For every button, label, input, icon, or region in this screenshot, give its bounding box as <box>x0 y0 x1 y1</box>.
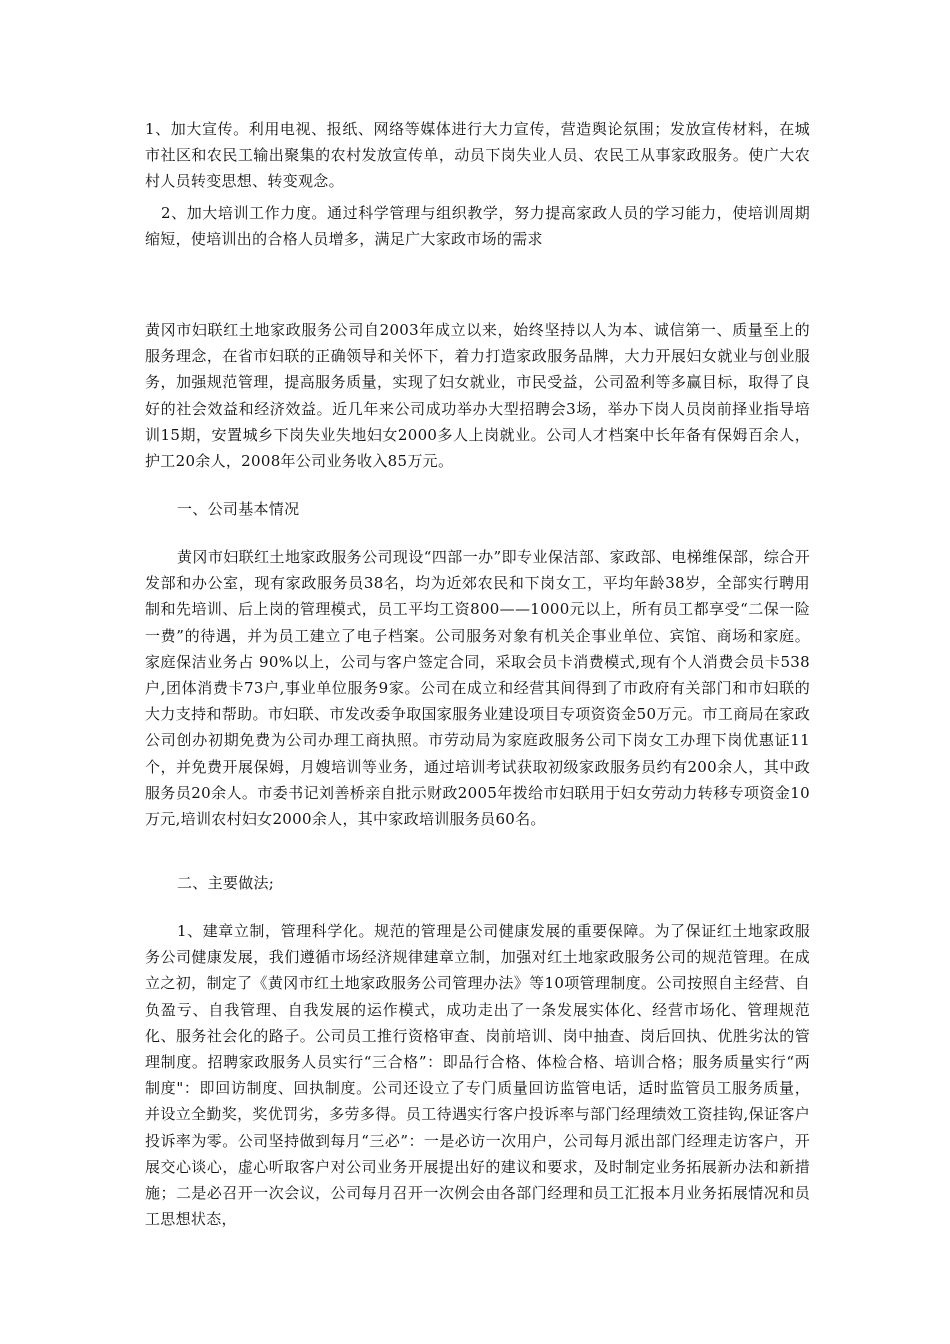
paragraph-text: 1、建章立制，管理科学化。规范的管理是公司健康发展的重要保障。为了保证红土地家政服务公司健康发展，我们遵循市场经济规律建章立制，加强对红土地家政服务公司的规范管理。在成立之初，制定了《黄冈市红土地家政服务公司管理办法》等10项管理制度。公司按照自主经营、自负盈亏、自我管理、自我发展的运作模式，成功走出了一条发展实体化、经营市场化、管理规范化、服务社会化的路子。公司员工推行资格审查、岗前培训、岗中抽查、岗后回执、优胜劣汰的管理制度。招聘家政服务人员实行“三合格”：即品行合格、体检合格、培训合格；服务质量实行“两制度"：即回访制度、回执制度。公司还设立了专门质量回访监管电话，适时监管员工服务质量，并设立全勤奖，奖优罚劣，多劳多得。员工待遇实行客户投诉率与部门经理绩效工资挂钩,保证客户投诉率为零。公司坚持做到每月“三必”：一是必访一次用户，公司每月派出部门经理走访客户，开展交心谈心，虚心听取客户对公司业务开展提出好的建议和要求，及时制定业务拓展新办法和新措施；二是必召开一次会议，公司每月召开一次例会由各部门经理和员工汇报本月业务拓展情况和员工思想状态， <box>145 922 810 1229</box>
paragraph-main-practices <box>145 918 810 1232</box>
paragraph-text: 1、加大宣传。利用电视、报纸、网络等媒体进行大力宣传，营造舆论氛围；发放宣传材料，在城市社区和农民工输出聚集的农村发放宣传单，动员下岗失业人员、农民工从事家政服务。使广大农村人员转变思想、转变观念。 <box>145 120 810 191</box>
paragraph-company-intro <box>145 317 810 474</box>
paragraph-text: 2、加大培训工作力度。通过科学管理与组织教学，努力提高家政人员的学习能力，使培训周期缩短，使培训出的合格人员增多，满足广大家政市场的需求 <box>145 204 810 249</box>
paragraph-basic-info <box>145 544 810 832</box>
section-heading: 二、主要做法; <box>177 874 275 892</box>
paragraph-publicity <box>145 116 810 195</box>
paragraph-text: 黄冈市妇联红土地家政服务公司自2003年成立以来，始终坚持以人为本、诚信第一、质量至上的服务理念，在省市妇联的正确领导和关怀下，着力打造家政服务品牌，大力开展妇女就业与创业服务，加强规范管理，提高服务质量，实现了妇女就业，市民受益，公司盈利等多赢目标，取得了良好的社会效益和经济效益。近几年来公司成功举办大型招聘会3场，举办下岗人员岗前择业指导培训15期，安置城乡下岗失业失地妇女2000多人上岗就业。公司人才档案中长年备有保姆百余人，护工20余人，2008年公司业务收入85万元。 <box>145 321 810 471</box>
paragraph-training <box>145 200 810 252</box>
section-heading-main-practices <box>145 870 810 896</box>
section-heading: 一、公司基本情况 <box>177 500 300 518</box>
paragraph-text: 黄冈市妇联红土地家政服务公司现设“四部一办”即专业保洁部、家政部、电梯维保部，综合开发部和办公室，现有家政服务员38名，均为近郊农民和下岗女工，平均年龄38岁，全部实行聘用制和先培训、后上岗的管理模式，员工平均工资800——1000元以上，所有员工都享受“二保一险一费”的待遇，并为员工建立了电子档案。公司服务对象有机关企事业单位、宾馆、商场和家庭。家庭保洁业务占 90%以上，公司与客户签定合同，采取会员卡消费模式,现有个人消费会员卡538户,团体消费卡73户,事业单位服务9家。公司在成立和经营其间得到了市政府有关部门和市妇联的大力支持和帮助。市妇联、市发改委争取国家服务业建设项目专项资资金50万元。市工商局在家政公司创办初期免费为公司办理工商执照。市劳动局为家庭政服务公司下岗女工办理下岗优惠证11个，并免费开展保姆，月嫂培训等业务，通过培训考试获取初级家政服务员约有200余人，其中政服务员20余人。市委书记刘善桥亲自批示财政2005年拨给市妇联用于妇女劳动力转移专项资金10万元,培训农村妇女2000余人，其中家政培训服务员60名。 <box>145 548 810 829</box>
section-heading-basic-info <box>145 496 810 522</box>
